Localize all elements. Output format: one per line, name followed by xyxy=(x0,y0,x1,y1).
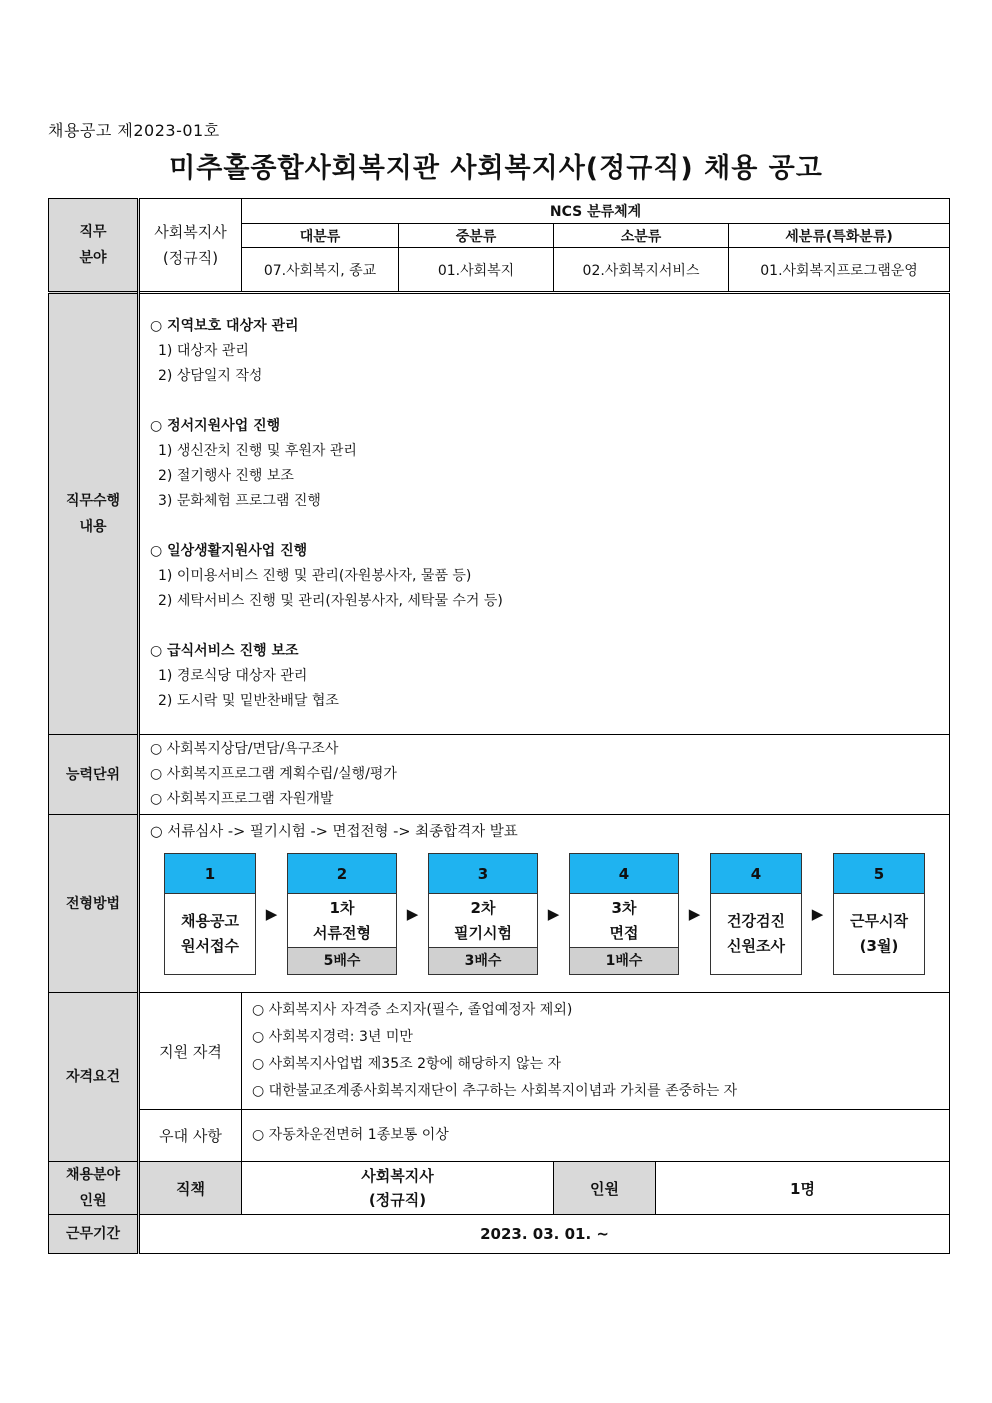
field-position: 사회복지사 (정규직) xyxy=(139,199,242,293)
competency-item: ○ 사회복지프로그램 계획수립/실행/평가 xyxy=(150,766,397,782)
competency-content xyxy=(139,735,950,815)
period-value: 2023. 03. 01. ~ xyxy=(139,1215,950,1254)
arrow-right-icon: ▶ xyxy=(688,905,701,923)
arrow-right-icon: ▶ xyxy=(406,905,419,923)
process-content xyxy=(139,815,950,993)
recruit-count-label: 인원 xyxy=(554,1162,656,1215)
duty-item: 2) 상담일지 작성 xyxy=(158,368,263,384)
duty-item: 1) 대상자 관리 xyxy=(158,343,249,359)
recruit-count-value: 1명 xyxy=(656,1162,950,1215)
ncs-val-minor: 02.사회복지서비스 xyxy=(554,248,729,293)
competency-label: 능력단위 xyxy=(49,735,139,815)
support-item: ○ 대한불교조계종사회복지재단이 추구하는 사회복지이념과 가치를 존중하는 자 xyxy=(252,1083,738,1099)
process-steps xyxy=(150,853,939,975)
ncs-val-middle: 01.사회복지 xyxy=(399,248,554,293)
step-ratio: 1배수 xyxy=(570,947,678,974)
duty-group-head: ○ 일상생활지원사업 진행 xyxy=(150,543,308,559)
support-content xyxy=(242,993,950,1110)
process-summary: ○ 서류심사 -> 필기시험 -> 면접전형 -> 최종합격자 발표 xyxy=(150,824,518,840)
field-label: 직무 분야 xyxy=(49,199,139,293)
ncs-val-detail: 01.사회복지프로그램운영 xyxy=(729,248,950,293)
process-step-1: 1 채용공고 원서접수 xyxy=(164,853,256,975)
competency-item: ○ 사회복지상담/면담/욕구조사 xyxy=(150,741,339,757)
ncs-col-middle: 중분류 xyxy=(399,224,554,248)
duty-item: 1) 생신잔치 진행 및 후원자 관리 xyxy=(158,443,357,459)
process-step-4: 4 3차 면접 1배수 xyxy=(569,853,679,975)
ncs-col-major: 대분류 xyxy=(242,224,399,248)
ncs-header: NCS 분류체계 xyxy=(242,199,950,224)
process-label: 전형방법 xyxy=(49,815,139,993)
ncs-col-minor: 소분류 xyxy=(554,224,729,248)
preference-label: 우대 사항 xyxy=(139,1110,242,1162)
recruit-title-value: 사회복지사 (정규직) xyxy=(242,1162,554,1215)
period-label: 근무기간 xyxy=(49,1215,139,1254)
preference-content xyxy=(242,1110,950,1162)
preference-item: ○ 자동차운전면허 1종보통 이상 xyxy=(252,1127,449,1143)
duties-label: 직무수행 내용 xyxy=(49,293,139,735)
notice-number: 채용공고 제2023-01호 xyxy=(48,121,220,140)
duty-item: 1) 경로식당 대상자 관리 xyxy=(158,668,308,684)
step-ratio: 3배수 xyxy=(429,947,537,974)
ncs-val-major: 07.사회복지, 종교 xyxy=(242,248,399,293)
duty-item: 3) 문화체험 프로그램 진행 xyxy=(158,493,321,509)
duties-content xyxy=(139,293,950,735)
recruit-title-label: 직책 xyxy=(139,1162,242,1215)
competency-item: ○ 사회복지프로그램 자원개발 xyxy=(150,791,334,807)
ncs-col-detail: 세분류(특화분류) xyxy=(729,224,950,248)
duty-group-head: ○ 정서지원사업 진행 xyxy=(150,418,281,434)
arrow-right-icon: ▶ xyxy=(547,905,560,923)
support-item: ○ 사회복지경력: 3년 미만 xyxy=(252,1029,413,1045)
duty-item: 2) 세탁서비스 진행 및 관리(자원봉사자, 세탁물 수거 등) xyxy=(158,593,503,609)
duty-item: 2) 절기행사 진행 보조 xyxy=(158,468,294,484)
recruit-label: 채용분야 인원 xyxy=(49,1162,139,1215)
qualification-label: 자격요건 xyxy=(49,993,139,1162)
arrow-right-icon: ▶ xyxy=(811,905,824,923)
arrow-right-icon: ▶ xyxy=(265,905,278,923)
step-ratio: 5배수 xyxy=(288,947,396,974)
process-step-2: 2 1차 서류전형 5배수 xyxy=(287,853,397,975)
duty-item: 1) 이미용서비스 진행 및 관리(자원봉사자, 물품 등) xyxy=(158,568,472,584)
page-title: 미추홀종합사회복지관 사회복지사(정규직) 채용 공고 xyxy=(169,153,823,184)
process-step-5: 4 건강검진 신원조사 xyxy=(710,853,802,975)
process-step-6: 5 근무시작 (3월) xyxy=(833,853,925,975)
recruitment-table xyxy=(48,198,950,1254)
duty-item: 2) 도시락 및 밑반찬배달 협조 xyxy=(158,693,339,709)
support-label: 지원 자격 xyxy=(139,993,242,1110)
duty-group-head: ○ 지역보호 대상자 관리 xyxy=(150,318,299,334)
process-step-3: 3 2차 필기시험 3배수 xyxy=(428,853,538,975)
support-item: ○ 사회복지사 자격증 소지자(필수, 졸업예정자 제외) xyxy=(252,1002,573,1018)
support-item: ○ 사회복지사업법 제35조 2항에 해당하지 않는 자 xyxy=(252,1056,562,1072)
duty-group-head: ○ 급식서비스 진행 보조 xyxy=(150,643,299,659)
